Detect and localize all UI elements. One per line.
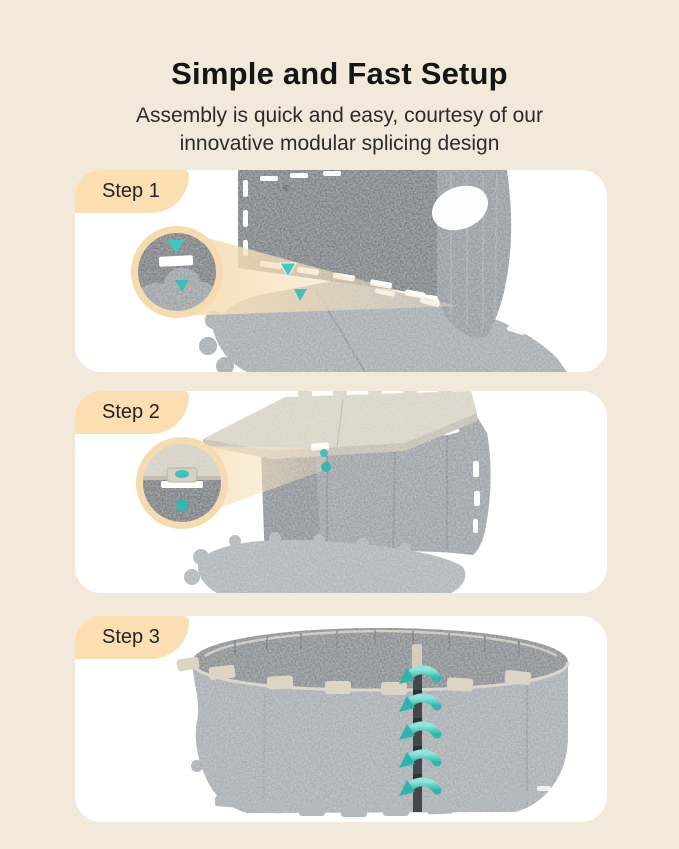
- step-3-label: Step 3: [102, 626, 160, 648]
- header: [0, 0, 679, 157]
- step-2-label-tab: [75, 391, 189, 434]
- step-2-label: Step 2: [102, 401, 160, 423]
- page-subtitle: Assembly is quick and easy, courtesy of our innovative modular splicing design: [136, 104, 543, 155]
- page-title: Simple and Fast Setup: [171, 56, 508, 91]
- step-3-label-tab: [75, 616, 189, 659]
- screw-hole: [283, 185, 290, 192]
- teal-dot-icon: [320, 449, 328, 457]
- magnifier-circle: [131, 226, 223, 318]
- step-1-panel: [75, 170, 607, 372]
- teal-dot-icon: [176, 499, 188, 511]
- slot-mark: [537, 786, 551, 791]
- teal-dot-icon: [321, 462, 331, 472]
- step-1-label: Step 1: [102, 180, 160, 202]
- step-3-panel: [75, 616, 607, 822]
- step-1-label-tab: [75, 170, 189, 213]
- teal-dot-icon: [175, 470, 189, 478]
- magnifier-circle: [136, 437, 228, 529]
- assembled-basket: [191, 628, 568, 813]
- step-2-panel: [75, 391, 607, 593]
